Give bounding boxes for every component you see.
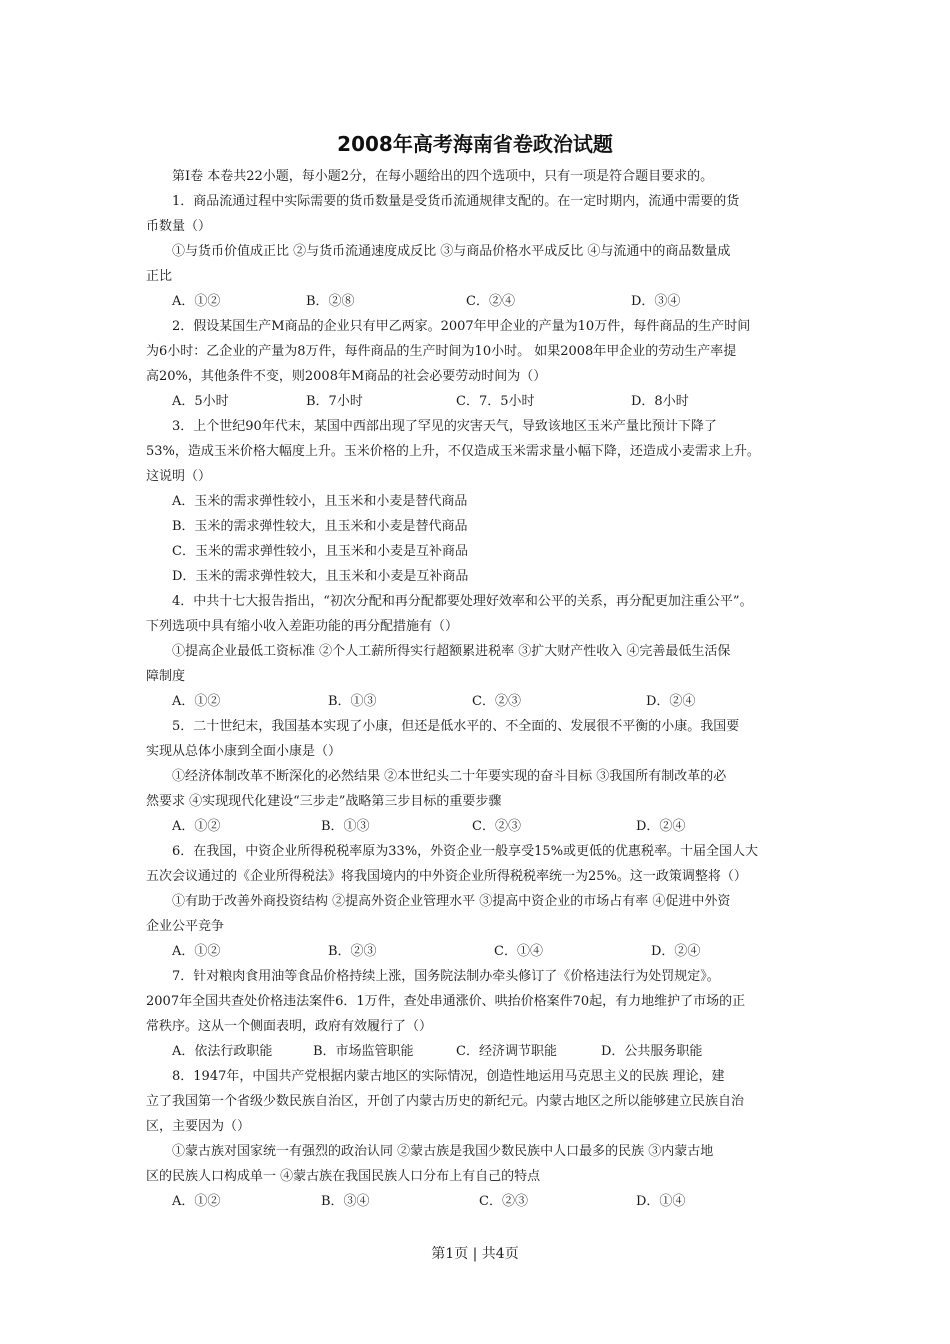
page-title: 2008年高考海南省卷政治试题 [337, 132, 613, 156]
option-c: C．7．5小时 [456, 394, 535, 409]
option-b: B．市场监管职能 [313, 1044, 414, 1059]
option-b: B．①③ [321, 819, 370, 834]
question-8-stem-line: 立了我国第一个省级少数民族自治区，开创了内蒙古历史的新纪元。内蒙古地区之所以能够建立民族自治 [146, 1094, 745, 1109]
question-3-choice: C．玉米的需求弹性较小，且玉米和小麦是互补商品 [172, 544, 468, 559]
question-7-stem-line: 7．针对粮肉食用油等食品价格持续上涨，国务院法制办牵头修订了《价格违法行为处罚规定》。 [172, 969, 720, 984]
option-d: D．①④ [636, 1194, 686, 1209]
question-1-statement-line: ①与货币价值成正比 ②与货币流通速度成反比 ③与商品价格水平成反比 ④与流通中的商品数量成 [172, 244, 731, 259]
page-footer: 第1页 | 共4页 [431, 1246, 519, 1262]
question-6-stem-line: 6．在我国，中资企业所得税税率原为33%，外资企业一般享受15%或更低的优惠税率。十届全国人大 [172, 844, 759, 859]
question-7-stem-line: 2007年全国共查处价格违法案件6．1万件，查处串通涨价、哄抬价格案件70起，有力地维护了市场的正 [146, 994, 746, 1009]
question-7-stem-line: 常秩序。这从一个侧面表明，政府有效履行了（） [146, 1019, 433, 1034]
option-a: A．①② [172, 819, 221, 834]
question-2-stem-line: 为6小时：乙企业的产量为8万件，每件商品的生产时间为10小时。 如果2008年甲企业的劳动生产率提 [146, 344, 737, 359]
option-d: D．②④ [651, 944, 701, 959]
option-b: B．②⑧ [306, 294, 355, 309]
option-d: D．公共服务职能 [601, 1044, 703, 1059]
question-1-statement-line: 正比 [146, 269, 173, 284]
option-d: D．②④ [636, 819, 686, 834]
option-c: C．②③ [472, 694, 521, 709]
option-c: C．①④ [494, 944, 543, 959]
question-5-stem-line: 5．二十世纪末，我国基本实现了小康，但还是低水平的、不全面的、发展很不平衡的小康。我国要 [172, 719, 740, 734]
question-4-stem-line: 4．中共十七大报告指出，“初次分配和再分配都要处理好效率和公平的关系，再分配更加注重公平”。 [172, 594, 753, 609]
question-4-statement-line: 障制度 [146, 669, 186, 684]
question-3-choice: B．玉米的需求弹性较大，且玉米和小麦是替代商品 [172, 519, 468, 534]
question-5-statement-line: ①经济体制改革不断深化的必然结果 ②本世纪头二十年要实现的奋斗目标 ③我国所有制改革的必 [172, 769, 727, 784]
question-4-stem-line: 下列选项中具有缩小收入差距功能的再分配措施有（） [146, 619, 459, 634]
question-3-stem-line: 53%，造成玉米价格大幅度上升。玉米价格的上升，不仅造成玉米需求量小幅下降，还造成小麦需求上升。 [146, 444, 760, 459]
section-intro: 第Ⅰ卷 本卷共22小题，每小题2分，在每小题给出的四个选项中，只有一项是符合题目要求的。 [172, 169, 714, 184]
option-d: D．③④ [631, 294, 681, 309]
question-3-stem-line: 这说明（） [146, 469, 212, 484]
question-7-options [146, 1039, 806, 1064]
option-b: B．②③ [328, 944, 377, 959]
question-6-statement-line: ①有助于改善外商投资结构 ②提高外资企业管理水平 ③提高中资企业的市场占有率 ④促进中外资 [172, 894, 731, 909]
question-4-options [146, 689, 806, 714]
question-2-stem-line: 高20%，其他条件不变，则2008年M商品的社会必要劳动时间为（） [146, 369, 547, 384]
question-8-statement-line: ①蒙古族对国家统一有强烈的政治认同 ②蒙古族是我国少数民族中人口最多的民族 ③内蒙古地 [172, 1144, 714, 1159]
option-c: C．②③ [472, 819, 521, 834]
option-c: C．②③ [479, 1194, 528, 1209]
question-6-statement-line: 企业公平竞争 [146, 919, 225, 934]
option-b: B．7小时 [306, 394, 363, 409]
option-a: A．①② [172, 1194, 221, 1209]
option-c: C．经济调节职能 [456, 1044, 557, 1059]
option-b: B．③④ [321, 1194, 370, 1209]
question-4-statement-line: ①提高企业最低工资标准 ②个人工薪所得实行超额累进税率 ③扩大财产性收入 ④完善最低生活保 [172, 644, 731, 659]
question-8-stem-line: 8．1947年，中国共产党根据内蒙古地区的实际情况，创造性地运用马克思主义的民族 理论，建 [172, 1069, 725, 1084]
question-3-choice: A．玉米的需求弹性较小，且玉米和小麦是替代商品 [172, 494, 468, 509]
option-c: C．②④ [466, 294, 515, 309]
question-8-stem-line: 区，主要因为（） [146, 1119, 251, 1134]
question-5-statement-line: 然要求 ④实现现代化建设“三步走”战略第三步目标的重要步骤 [146, 794, 502, 809]
question-8-options [146, 1189, 806, 1214]
question-3-stem-line: 3．上个世纪90年代末，某国中西部出现了罕见的灾害天气，导致该地区玉米产量比预计下降了 [172, 419, 717, 434]
question-6-options [146, 939, 806, 964]
option-a: A．依法行政职能 [172, 1044, 273, 1059]
option-d: D．②④ [646, 694, 696, 709]
option-a: A．5小时 [172, 394, 229, 409]
option-a: A．①② [172, 294, 221, 309]
question-5-stem-line: 实现从总体小康到全面小康是（） [146, 744, 342, 759]
question-1-stem-line: 1．商品流通过程中实际需要的货币数量是受货币流通规律支配的。在一定时期内，流通中需要的货 [172, 194, 740, 209]
question-1-stem-line: 币数量（） [146, 219, 212, 234]
exam-content [146, 164, 806, 1214]
question-1-options [146, 289, 806, 314]
question-2-options [146, 389, 806, 414]
question-6-stem-line: 五次会议通过的《企业所得税法》将我国境内的中外资企业所得税税率统一为25%。这一政策调整将（） [146, 869, 747, 884]
question-2-stem-line: 2．假设某国生产M商品的企业只有甲乙两家。2007年甲企业的产量为10万件，每件商品的生产时间 [172, 319, 751, 334]
question-3-choice: D．玉米的需求弹性较大，且玉米和小麦是互补商品 [172, 569, 469, 584]
option-a: A．①② [172, 694, 221, 709]
option-d: D．8小时 [631, 394, 689, 409]
question-8-statement-line: 区的民族人口构成单一 ④蒙古族在我国民族人口分布上有自己的特点 [146, 1169, 541, 1184]
option-b: B．①③ [328, 694, 377, 709]
question-5-options [146, 814, 806, 839]
option-a: A．①② [172, 944, 221, 959]
